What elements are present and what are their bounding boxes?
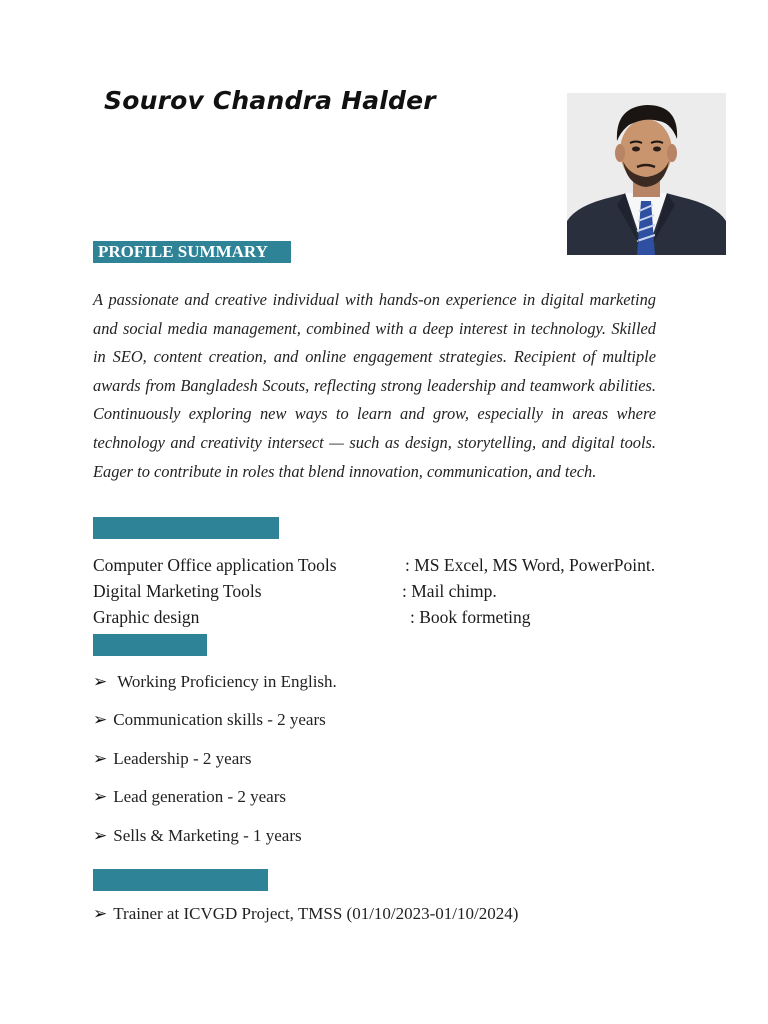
skill-value: : Book formeting xyxy=(410,607,531,627)
list-item xyxy=(93,785,713,823)
skill-label: Computer Office application Tools xyxy=(93,555,337,575)
experience-item-text: Trainer at ICVGD Project, TMSS (01/10/2023-01/10/2024) xyxy=(113,904,519,923)
list-item xyxy=(93,902,713,940)
skill-item-text: Lead generation - 2 years xyxy=(113,787,286,807)
list-item xyxy=(93,824,713,862)
skill-item-text: Leadership - 2 years xyxy=(113,748,252,768)
list-item xyxy=(93,747,713,785)
skill-item-text: Working Proficiency in English. xyxy=(113,672,337,691)
arrow-bullet-icon: ➢ xyxy=(93,787,108,807)
skills-section-bar xyxy=(93,634,207,656)
profile-summary-heading: PROFILE SUMMARY xyxy=(93,241,291,263)
skills-list xyxy=(93,670,713,862)
computer-skills-section-bar xyxy=(93,517,279,539)
skill-item-text: Sells & Marketing - 1 years xyxy=(113,825,302,845)
profile-summary-text: A passionate and creative individual with hands-on experience in digital marketing and social media management, combined with a deep interest in technology. Skilled in SEO, content creation, and online engagement strategies. Recipient of multiple awards from Bangladesh Scouts, reflecting strong leadership and teamwork abilities. Continuously exploring new ways to learn and grow, especially in areas where technology and creativity intersect — such as design, storytelling, and digital tools. Eager to contribute in roles that blend innovation, communication, and tech. xyxy=(93,290,656,481)
arrow-bullet-icon: ➢ xyxy=(93,825,108,845)
skill-value: : Mail chimp. xyxy=(402,581,497,601)
experience-section-bar xyxy=(93,869,268,891)
computer-skills-list xyxy=(93,553,713,631)
skill-item-text: Communication skills - 2 years xyxy=(113,710,326,730)
profile-photo xyxy=(567,93,726,255)
skill-row xyxy=(93,553,713,579)
arrow-bullet-icon: ➢ xyxy=(93,710,108,730)
skill-row xyxy=(93,605,713,631)
candidate-name: Sourov Chandra Halder xyxy=(104,86,436,115)
skill-row xyxy=(93,579,713,605)
skill-value: : MS Excel, MS Word, PowerPoint. xyxy=(405,555,656,575)
list-item xyxy=(93,708,713,746)
skill-label: Graphic design xyxy=(93,607,200,627)
skill-label: Digital Marketing Tools xyxy=(93,581,262,601)
arrow-bullet-icon: ➢ xyxy=(93,904,108,923)
arrow-bullet-icon: ➢ xyxy=(93,672,108,691)
arrow-bullet-icon: ➢ xyxy=(93,748,108,768)
profile-photo-illustration xyxy=(567,93,726,255)
list-item xyxy=(93,670,713,708)
experience-list xyxy=(93,902,713,940)
